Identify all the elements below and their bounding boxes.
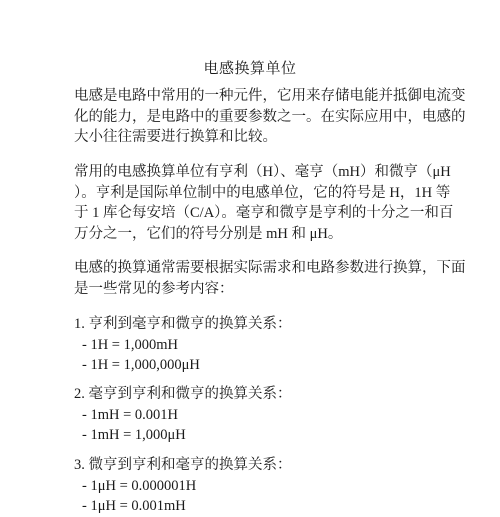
section-millihenry xyxy=(74,384,434,446)
section-heading: 2. 毫亨到亨利和微亨的换算关系： xyxy=(74,386,292,402)
conversion-item: - 1H = 1,000mH xyxy=(82,336,178,353)
section-heading: 1. 亨利到毫亨和微亨的换算关系： xyxy=(74,316,292,332)
paragraph-line: 大小往往需要进行换算和比较。 xyxy=(74,129,277,145)
paragraph-line: 于 1 库仑每安培（C/A）。毫亨和微亨是亨利的十分之一和百 xyxy=(74,205,454,221)
paragraph-line: 是一些常见的参考内容： xyxy=(74,280,234,297)
paragraph-line: ）。亨利是国际单位制中的电感单位，它的符号是 H，1H 等 xyxy=(74,184,451,201)
paragraph-line: 电感的换算通常需要根据实际需求和电路参数进行换算，下面 xyxy=(74,260,466,276)
conversion-item: - 1mH = 0.001H xyxy=(82,406,178,423)
paragraph-line: 化的能力，是电路中的重要参数之一。在实际应用中，电感的 xyxy=(74,108,466,125)
section-microhenry xyxy=(74,455,434,517)
section-heading: 3. 微亨到亨利和毫亨的换算关系： xyxy=(74,457,292,473)
document-title: 电感换算单位 xyxy=(203,61,297,77)
paragraph-conversion-intro xyxy=(74,258,466,299)
section-henry xyxy=(74,314,434,376)
paragraph-intro xyxy=(74,86,466,148)
paragraph-line: 电感是电路中常用的一种元件，它用来存储电能并抵御电流变 xyxy=(74,88,466,104)
conversion-item: - 1mH = 1,000μH xyxy=(82,427,186,443)
conversion-item: - 1μH = 0.000001H xyxy=(82,477,197,494)
paragraph-units xyxy=(74,162,454,244)
paragraph-line: 万分之一，它们的符号分别是 mH 和 μH。 xyxy=(74,225,343,242)
paragraph-line: 常用的电感换算单位有亨利（H）、毫亨（mH）和微亨（μH xyxy=(74,164,451,180)
conversion-item: - 1H = 1,000,000μH xyxy=(82,357,200,373)
conversion-item: - 1μH = 0.001mH xyxy=(82,498,186,514)
